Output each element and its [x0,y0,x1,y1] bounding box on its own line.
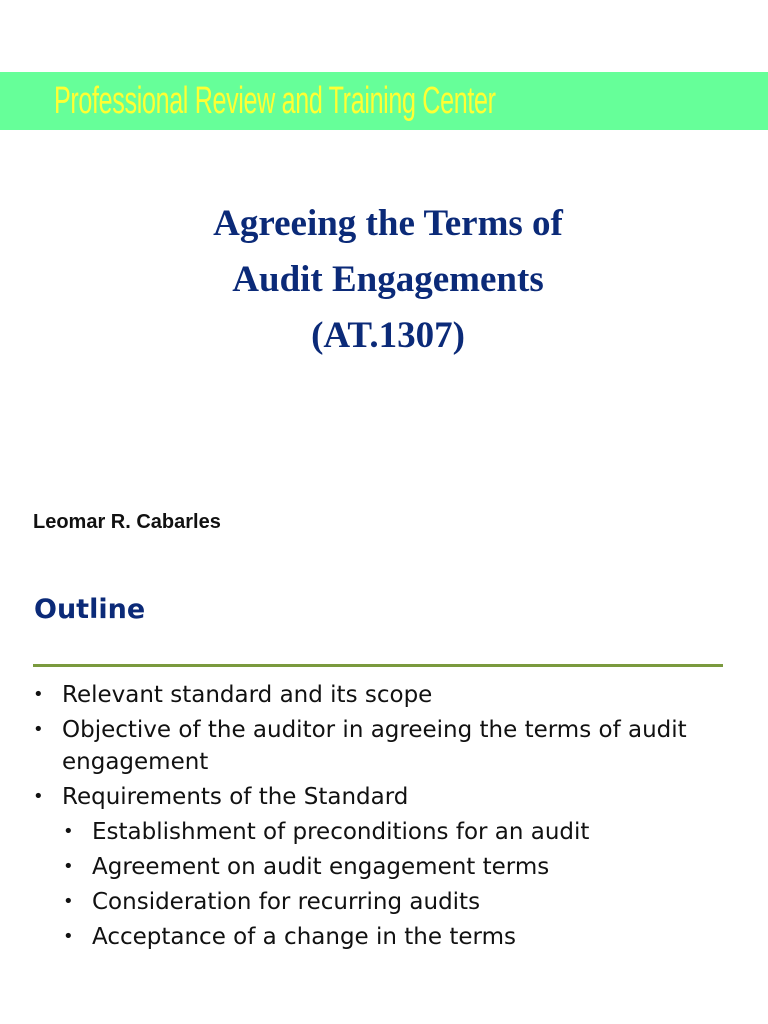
outline-subitem-text: Consideration for recurring audits [92,889,481,915]
bullet-icon: • [33,719,44,740]
outline-subitem [63,921,733,953]
outline-subitem-text: Agreement on audit engagement terms [92,854,550,880]
bullet-icon: • [63,821,74,842]
divider-rule [33,664,723,667]
outline-heading: Outline [34,594,146,625]
bullet-icon: • [63,926,74,947]
header-banner [0,72,768,130]
bullet-icon: • [33,684,44,705]
outline-subitem-text: Acceptance of a change in the terms [92,924,516,950]
bullet-icon: • [63,891,74,912]
outline-subitem [63,816,733,848]
title-line-2: Audit Engagements [232,259,544,300]
outline-subitem-text: Establishment of preconditions for an audit [92,819,590,845]
title-line-3: (AT.1307) [311,315,465,356]
outline-list [33,679,733,956]
outline-subitem [63,886,733,918]
outline-item [33,781,733,813]
title-line-1: Agreeing the Terms of [213,203,563,244]
outline-item [33,679,733,711]
slide-title [0,196,768,364]
outline-item-text: Requirements of the Standard [62,784,409,810]
outline-subitem [63,851,733,883]
outline-item-text: Relevant standard and its scope [62,682,433,708]
author-name: Leomar R. Cabarles [33,511,221,533]
outline-item-text: Objective of the auditor in agreeing the terms of audit engagement [62,717,687,775]
bullet-icon: • [63,856,74,877]
bullet-icon: • [33,786,44,807]
banner-title: Professional Review and Training Center [54,80,496,122]
outline-item [33,714,733,778]
